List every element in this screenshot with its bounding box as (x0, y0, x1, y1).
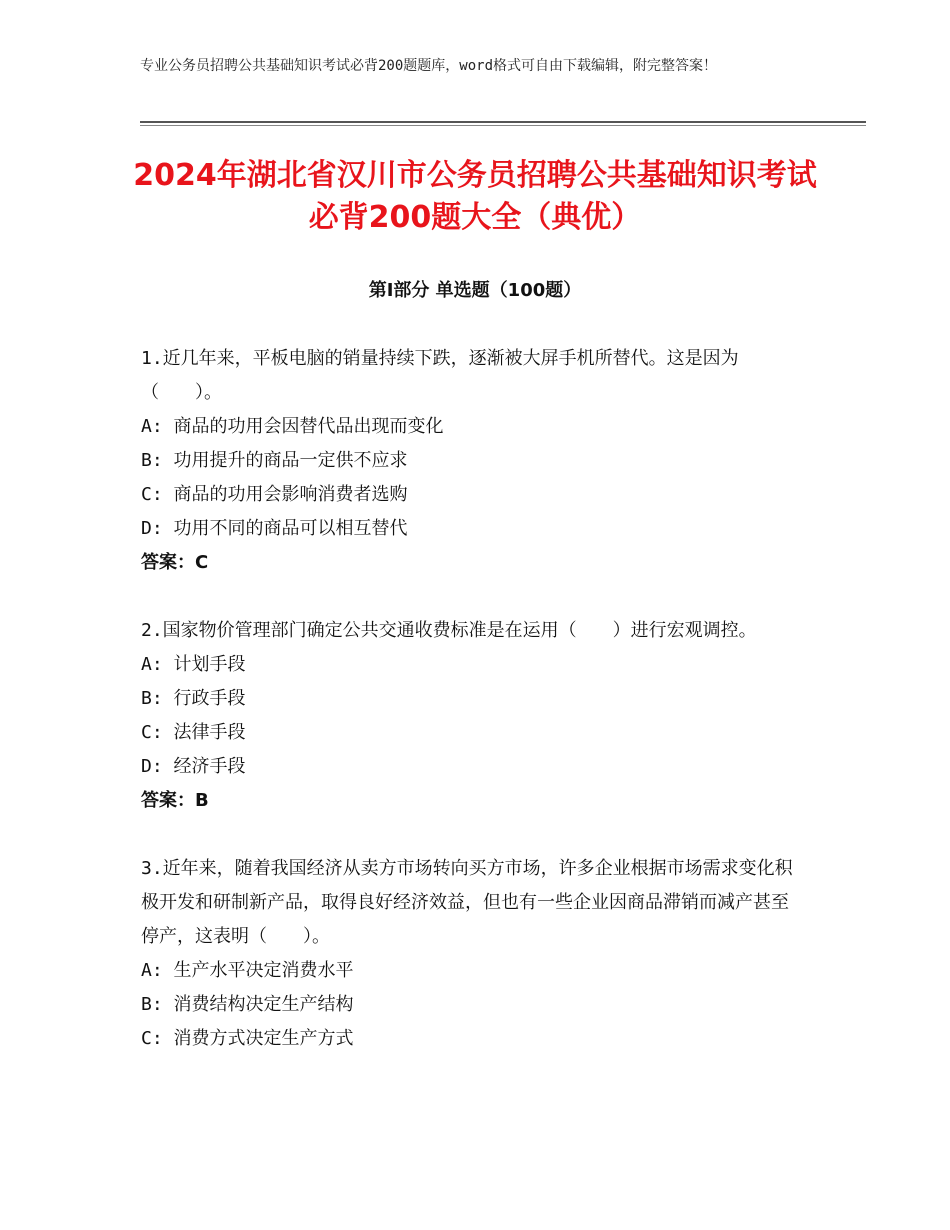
question-answer: 答案：B (141, 790, 209, 811)
document-title: 2024年湖北省汉川市公务员招聘公共基础知识考试必背200题大全（典优） (133, 158, 817, 235)
header-divider-thick (140, 121, 866, 123)
question-option: A: 生产水平决定消费水平 (141, 960, 354, 981)
question-option: B: 行政手段 (141, 688, 246, 709)
question-option: D: 经济手段 (141, 756, 246, 777)
question-item (141, 852, 806, 1056)
question-option: D: 功用不同的商品可以相互替代 (141, 518, 408, 539)
question-option: C: 消费方式决定生产方式 (141, 1028, 354, 1049)
question-answer: 答案：C (141, 552, 209, 573)
question-option: C: 法律手段 (141, 722, 246, 743)
header-divider-thin (140, 125, 866, 126)
question-option: A: 商品的功用会因替代品出现而变化 (141, 416, 444, 437)
question-stem: 3.近年来，随着我国经济从卖方市场转向买方市场，许多企业根据市场需求变化积极开发和研制新产品，取得良好经济效益，但也有一些企业因商品滞销而减产甚至停产，这表明（ ）。 (141, 858, 793, 947)
question-list (141, 342, 806, 1090)
question-stem: 1.近几年来，平板电脑的销量持续下跌，逐渐被大屏手机所替代。这是因为（ ）。 (141, 348, 739, 403)
question-option: A: 计划手段 (141, 654, 246, 675)
question-item (141, 342, 806, 580)
question-item (141, 614, 806, 818)
section-title: 第Ⅰ部分 单选题（100题） (368, 280, 582, 301)
question-option: C: 商品的功用会影响消费者选购 (141, 484, 408, 505)
header-note: 专业公务员招聘公共基础知识考试必背200题题库，word格式可自由下载编辑，附完整答案！ (140, 58, 717, 74)
question-stem: 2.国家物价管理部门确定公共交通收费标准是在运用（ ）进行宏观调控。 (141, 620, 757, 641)
question-option: B: 消费结构决定生产结构 (141, 994, 354, 1015)
question-option: B: 功用提升的商品一定供不应求 (141, 450, 408, 471)
